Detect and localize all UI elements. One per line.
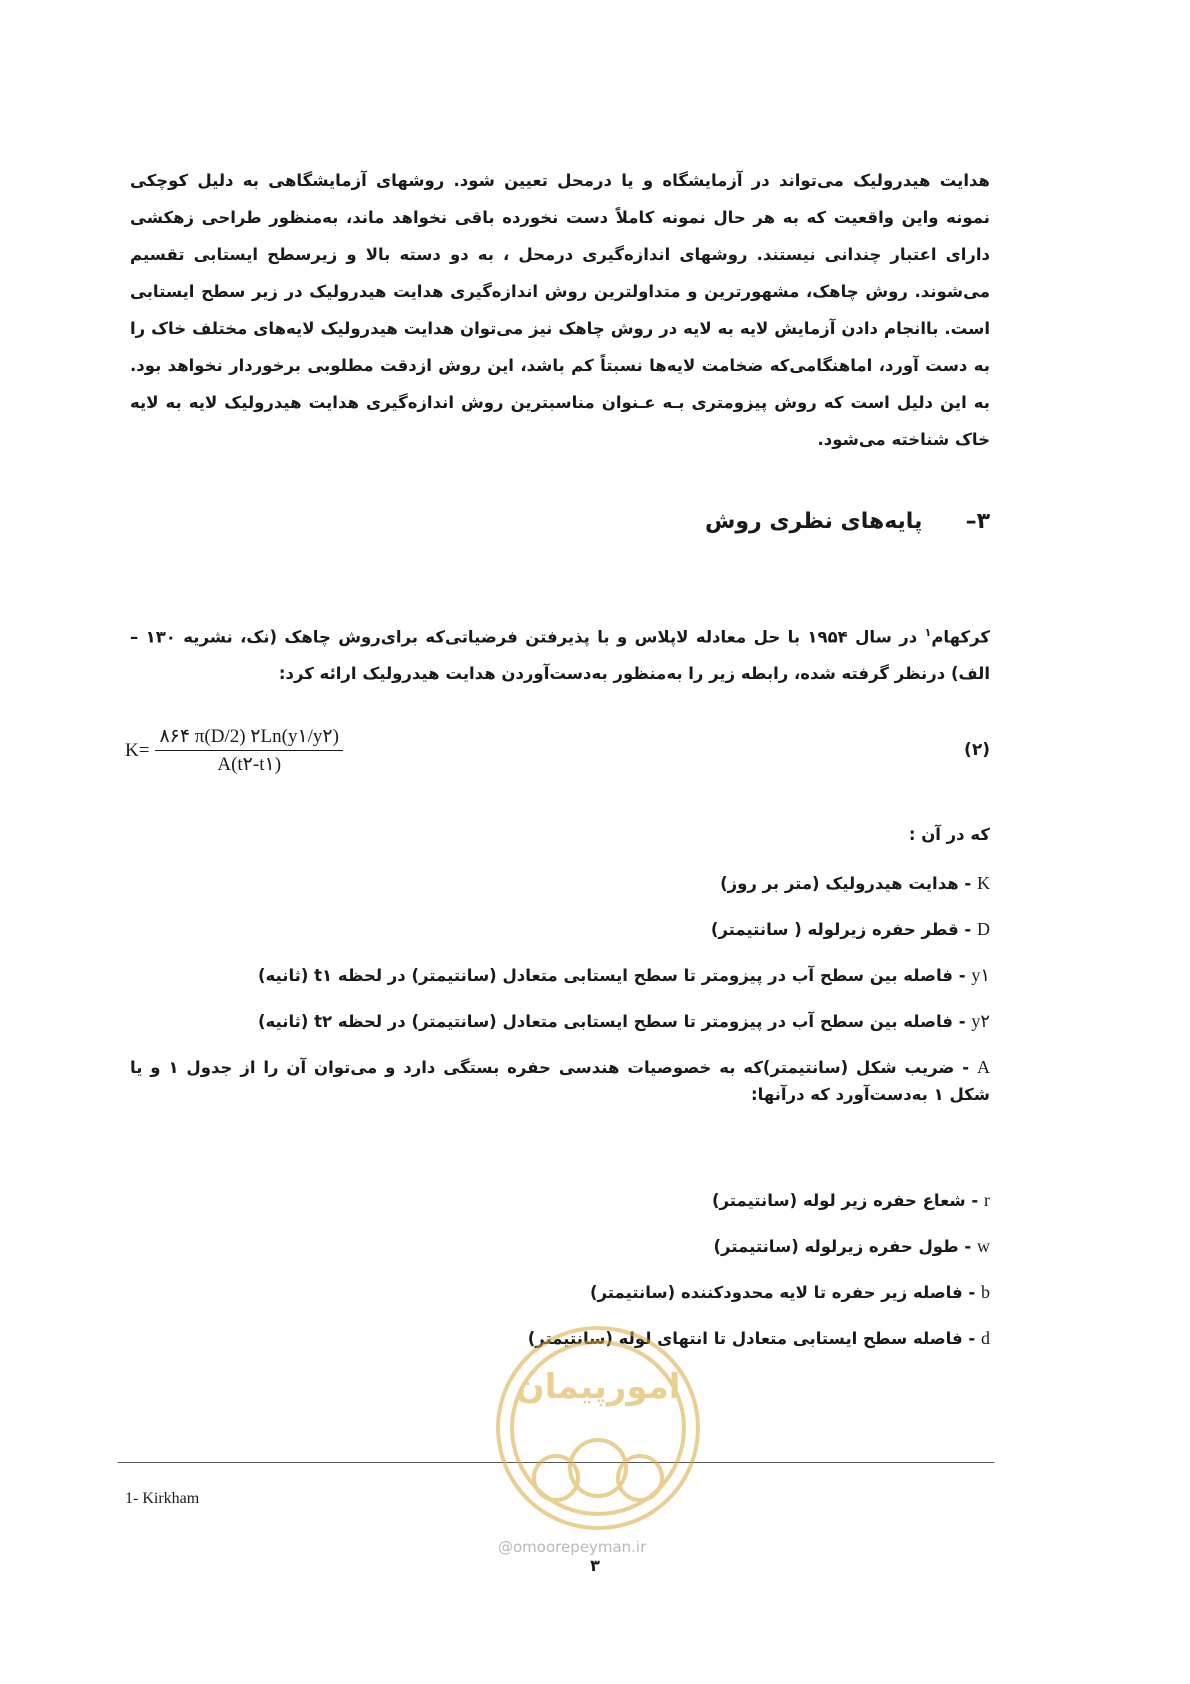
watermark-gear-icon xyxy=(498,1328,698,1528)
footnote: 1- Kirkham xyxy=(125,1490,200,1507)
where-label: که در آن : xyxy=(908,825,990,844)
subdefinition-item xyxy=(130,1233,990,1260)
watermark-logo xyxy=(488,1318,708,1538)
watermark-site: @omoorepeyman.ir xyxy=(498,1538,647,1556)
kirkham-formula xyxy=(125,725,343,776)
definition-symbol: b xyxy=(981,1282,990,1302)
definition-item xyxy=(130,962,990,989)
footnote-mark: ۱ xyxy=(924,625,932,639)
definition-text: - فاصله بین سطح آب در پیزومتر تا سطح ایستابی متعادل (سانتیمتر) در لحظه t۱ (ثانیه) xyxy=(258,966,972,985)
definition-symbol: w xyxy=(977,1236,990,1256)
definition-text: - فاصله سطح ایستابی متعادل تا انتهای لوله (سانتیمتر) xyxy=(527,1329,981,1348)
watermark-logo-text: امورپیمان xyxy=(515,1367,681,1407)
kirkham-name: کرکهام xyxy=(931,627,990,646)
definition-symbol: d xyxy=(981,1328,990,1348)
definition-item xyxy=(130,870,990,897)
intro-paragraph: هدایت هیدرولیک می‌تواند در آزمایشگاه و یا درمحل تعیین شود. روشهای آزمایشگاهی به دلیل کوچکی نمونه واین واقعیت که به هر حال نمونه کاملاً دست نخورده باقی نخواهد ماند، به‌منظور طراحی زهکشی دارای اعتبار چندانی نیستند. روشهای اندازه‌گیری درمحل ، به دو دسته بالا و زیرسطح ایستابی تقسیم می‌شوند. روش چاهک، مشهورترین و متداولترین روش اندازه‌گیری هدایت هیدرولیک در زیر سطح ایستابی است. باانجام دادن آزمایش لایه به لایه در روش چاهک نیز می‌توان هدایت هیدرولیک لایه‌های مختلف خاک را به دست آورد، اماهنگامی‌که ضخامت لایه‌ها نسبتاً کم باشد، این روش ازدقت مطلوبی برخوردار نخواهد بود. به این دلیل است که روش پیزومتری بـه عـنوان مناسبترین روش اندازه‌گیری هدایت هیدرولیک لایه به لایه خاک شناخته می‌شود. xyxy=(130,170,990,449)
definition-item xyxy=(130,1054,990,1108)
section-title: پایه‌های نظری روش xyxy=(704,509,923,534)
definition-symbol: y۲ xyxy=(971,1011,990,1031)
formula-fraction xyxy=(155,725,343,776)
formula-lhs: K= xyxy=(125,739,150,761)
definitions-list xyxy=(130,870,990,1127)
definition-text: - شعاع حفره زیر لوله (سانتیمتر) xyxy=(711,1191,984,1210)
section-heading xyxy=(560,507,990,537)
formula-denominator: A(t۲-t۱) xyxy=(217,754,282,775)
definition-symbol: y۱ xyxy=(971,965,990,985)
subdefinition-item xyxy=(130,1279,990,1306)
definition-text: - طول حفره زیرلوله (سانتیمتر) xyxy=(713,1237,977,1256)
kirkham-paragraph xyxy=(130,614,990,693)
definition-item xyxy=(130,916,990,943)
kirkham-text: در سال ۱۹۵۴ با حل معادله لاپلاس و با پذیرفتن فرضیاتی‌که برای‌روش چاهک (نک، نشریه ۱۳۰ –الف) درنظر گرفته شده، رابطه زیر را به‌منظور به‌دست‌آوردن هدایت هیدرولیک ارائه کرد: xyxy=(130,627,990,683)
subdefinition-item xyxy=(130,1187,990,1214)
definition-symbol: D xyxy=(977,919,990,939)
definition-item xyxy=(130,1008,990,1035)
section-number: ۳– xyxy=(965,509,990,534)
definition-text: - قطر حفره زیرلوله ( سانتیمتر) xyxy=(710,920,977,939)
definition-text: - ضریب شکل (سانتیمتر)که به خصوصیات هندسی حفره بستگی دارد و می‌توان آن را از جدول ۱ و یا شکل ۱ به‌دست‌آورد که درآنها: xyxy=(130,1058,990,1104)
definition-symbol: A xyxy=(977,1057,990,1077)
page-number: ۳ xyxy=(590,1556,600,1575)
definition-symbol: K xyxy=(977,873,990,893)
definition-text: - هدایت هیدرولیک (متر بر روز) xyxy=(720,874,977,893)
formula-numerator: ۸۶۴ π(D/2) ۲Ln(y۱/y۲) xyxy=(155,725,343,751)
definition-symbol: r xyxy=(984,1190,990,1210)
equation-number: (۲) xyxy=(964,740,990,760)
definition-text: - فاصله زیر حفره تا لایه محدودکننده (سانتیمتر) xyxy=(589,1283,981,1302)
definition-text: - فاصله بین سطح آب در پیزومتر تا سطح ایستابی متعادل (سانتیمتر) در لحظه t۲ (ثانیه) xyxy=(258,1012,972,1031)
